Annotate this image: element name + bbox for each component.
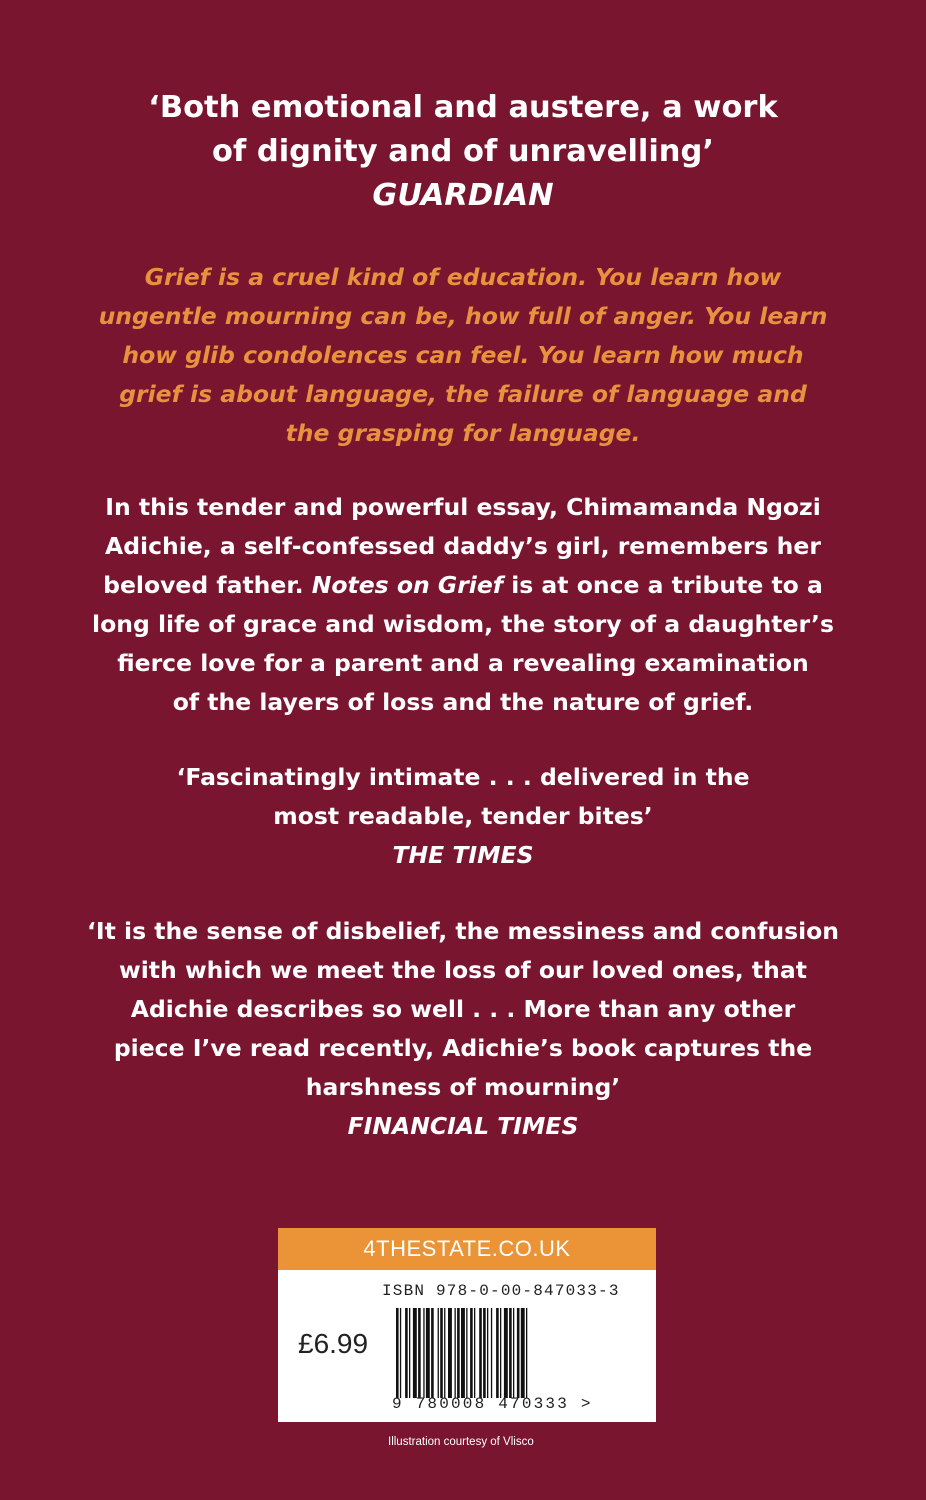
quote-guardian	[0, 86, 926, 218]
barcode-stripe	[409, 1308, 410, 1398]
quote-financial-times	[60, 912, 866, 1146]
barcode-graphic	[396, 1308, 616, 1398]
quote-line: ‘It is the sense of disbelief, the messiness and confusion	[86, 917, 840, 945]
quote-line: most readable, tender bites’	[273, 802, 653, 830]
excerpt-line: Grief is a cruel kind of education. You learn how	[144, 263, 782, 291]
barcode-stripe	[455, 1308, 456, 1398]
barcode-stripe	[521, 1308, 525, 1398]
barcode-stripe	[487, 1308, 488, 1398]
barcode-stripe	[438, 1308, 439, 1398]
description-line	[60, 566, 866, 605]
excerpt-line: ungentle mourning can be, how full of anger. You learn	[98, 302, 828, 330]
barcode-stripe	[400, 1308, 401, 1398]
barcode-stripe	[461, 1308, 465, 1398]
book-excerpt	[60, 258, 866, 453]
barcode-stripe	[479, 1308, 482, 1398]
illustration-credit: Illustration courtesy of Vlisco	[388, 1436, 534, 1448]
quote-line: harshness of mourning’	[305, 1073, 621, 1101]
barcode-stripe	[500, 1308, 501, 1398]
barcode-stripe	[474, 1308, 475, 1398]
book-description	[60, 488, 866, 722]
quote-line: of dignity and of unravelling’	[212, 134, 714, 169]
excerpt-line: grief is about language, the failure of language and	[119, 380, 807, 408]
quote-line: piece I’ve read recently, Adichie’s book captures the	[113, 1034, 813, 1062]
barcode-stripe	[448, 1308, 452, 1398]
barcode-stripe	[491, 1308, 492, 1398]
barcode-stripe	[470, 1308, 473, 1398]
barcode-stripe	[457, 1308, 460, 1398]
publisher-url: 4THESTATE.CO.UK	[278, 1228, 656, 1270]
description-line: Adichie, a self-confessed daddy’s girl, remembers her	[105, 532, 821, 560]
barcode-stripe	[466, 1308, 467, 1398]
quote-source: THE TIMES	[392, 841, 534, 869]
barcode-stripe	[496, 1308, 499, 1398]
quote-line: ‘Fascinatingly intimate . . . delivered in the	[176, 763, 750, 791]
barcode-stripe	[509, 1308, 512, 1398]
price-label: £6.99	[298, 1328, 369, 1359]
description-line: In this tender and powerful essay, Chimamanda Ngozi	[105, 493, 821, 521]
book-title: Notes on Grief	[311, 571, 504, 599]
barcode-stripe	[431, 1308, 434, 1398]
description-line: fierce love for a parent and a revealing examination	[117, 649, 809, 677]
barcode-stripe	[396, 1308, 399, 1398]
barcode-stripe	[413, 1308, 417, 1398]
barcode-stripe	[513, 1308, 514, 1398]
barcode-stripe	[418, 1308, 421, 1398]
excerpt-line: how glib condolences can feel. You learn how much	[122, 341, 804, 369]
barcode-panel	[278, 1228, 656, 1422]
barcode-stripe	[423, 1308, 424, 1398]
excerpt-line: the grasping for language.	[285, 419, 641, 447]
isbn-label: ISBN 978-0-00-847033-3	[382, 1282, 620, 1300]
barcode-stripe	[444, 1308, 445, 1398]
quote-source: GUARDIAN	[372, 178, 554, 213]
barcode-stripe	[440, 1308, 443, 1398]
description-text: is at once a tribute to a	[503, 571, 823, 599]
barcode-stripe	[504, 1308, 508, 1398]
barcode-stripe	[517, 1308, 520, 1398]
barcode-stripe	[405, 1308, 408, 1398]
quote-line: with which we meet the loss of our loved ones, that	[119, 956, 807, 984]
quote-the-times	[0, 758, 926, 875]
barcode-stripe	[526, 1308, 527, 1398]
barcode-stripe	[483, 1308, 486, 1398]
description-line: of the layers of loss and the nature of grief.	[172, 688, 754, 716]
quote-line: Adichie describes so well . . . More than any other	[130, 995, 796, 1023]
barcode-stripe	[426, 1308, 430, 1398]
description-text: beloved father.	[103, 571, 312, 599]
quote-source: FINANCIAL TIMES	[347, 1112, 579, 1140]
quote-line: ‘Both emotional and austere, a work	[148, 90, 778, 125]
barcode-number: 9 780008 470333 >	[392, 1395, 593, 1413]
description-line: long life of grace and wisdom, the story of a daughter’s	[92, 610, 834, 638]
